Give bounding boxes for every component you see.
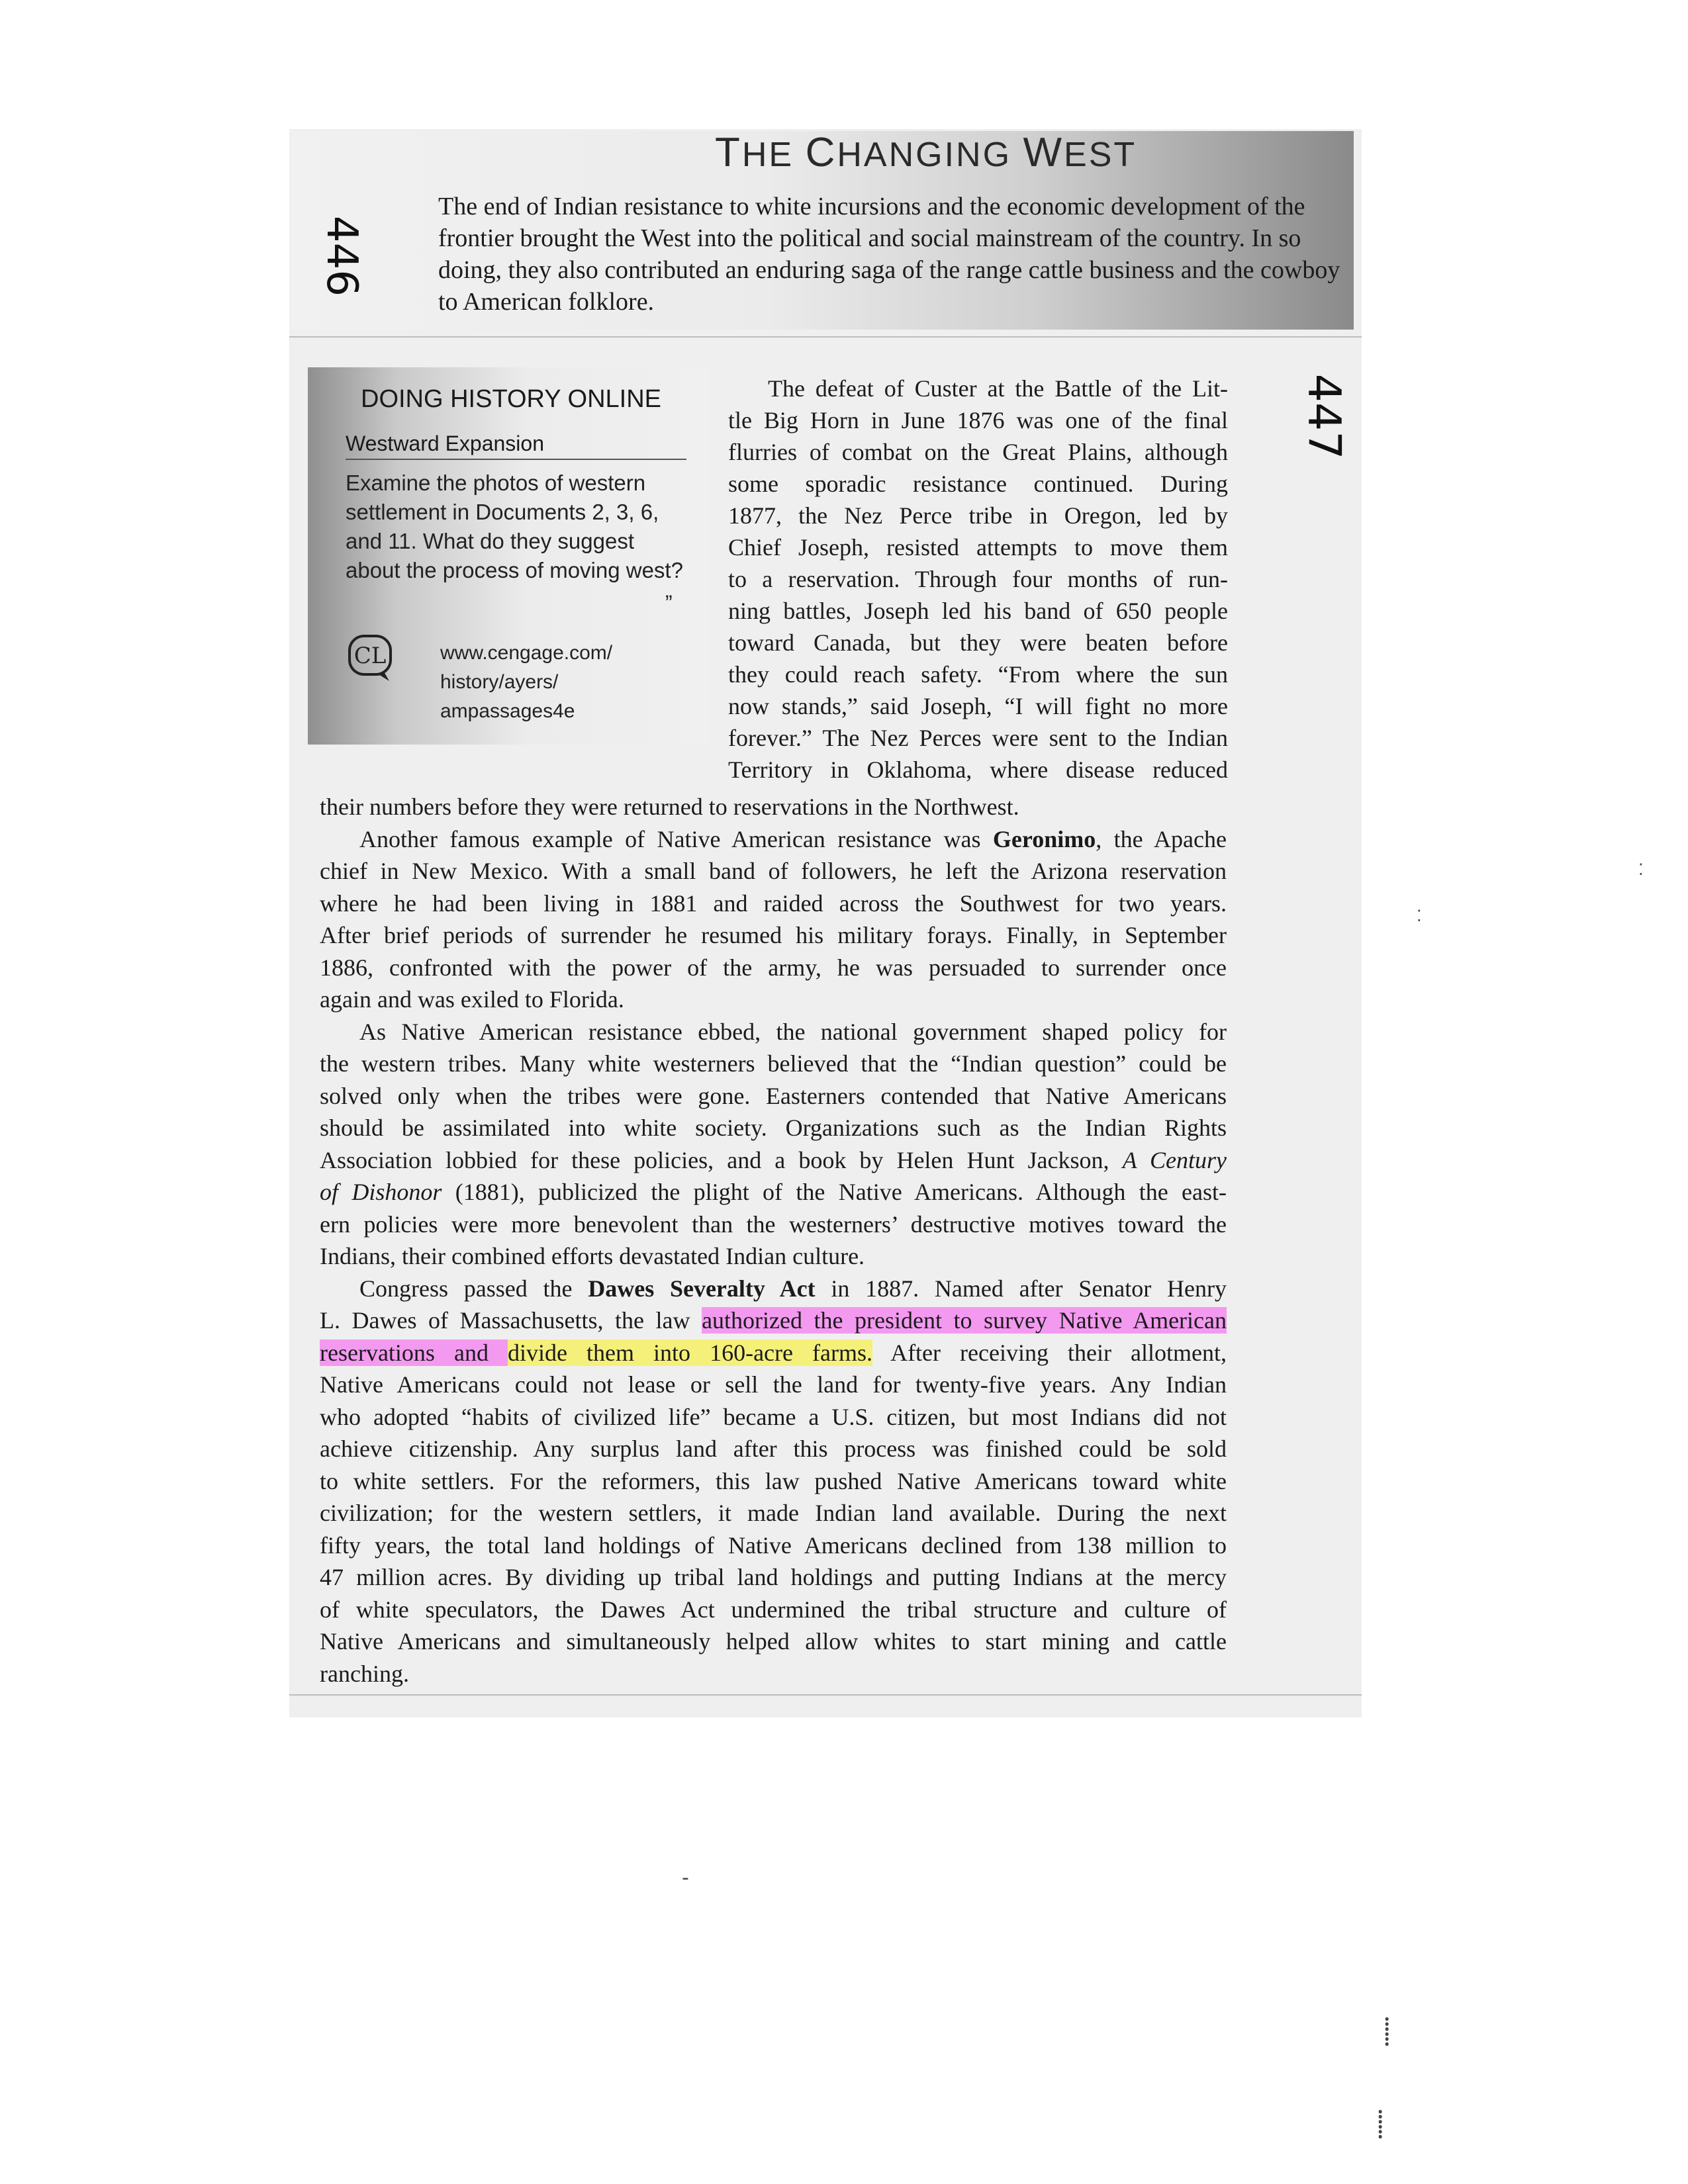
divider-rule xyxy=(289,336,1362,338)
sidebar-heading: DOING HISTORY ONLINE xyxy=(361,385,661,413)
text-line: some sporadic resistance continued. During xyxy=(728,471,1228,497)
chapter-section-title xyxy=(715,129,1137,176)
bold-term-dawes-act: Dawes Severalty Act xyxy=(588,1275,816,1302)
intro-paragraph: The end of Indian resistance to white incursions and the economic development of the frontier brought the West into the political and social mainstream of the country. In so doing, they also contributed an enduring saga of the range cattle business and the cowboy to American folklore. xyxy=(438,193,1340,316)
yellow-highlight: divide them into 160-acre xyxy=(508,1339,793,1366)
pink-highlight: reservations and xyxy=(320,1339,508,1366)
text-line: Territory in Oklahoma, where disease reduced xyxy=(728,756,1228,783)
text-line: After brief periods of surrender he resumed his military forays. Finally, in September xyxy=(320,922,1227,948)
text-run: Another famous example of Native American resistance was xyxy=(359,825,993,852)
text-line: 1886, confronted with the power of the army, he was persuaded to surrender once xyxy=(320,954,1227,981)
scan-speck: ⁚ xyxy=(1417,907,1422,925)
text-line xyxy=(320,1337,1227,1369)
text-line: Chief Joseph, resisted attempts to move them xyxy=(728,534,1228,561)
text-run: Association lobbied for these policies, and a book by Helen Hunt Jackson, xyxy=(320,1146,1123,1173)
handwritten-page-number-right: 447 xyxy=(1297,373,1350,460)
pink-highlight: authorized the president to survey Native American xyxy=(702,1307,1227,1334)
title-part-hanging: HANGING xyxy=(837,136,1023,174)
text-line: The defeat of Custer at the Battle of the Lit- xyxy=(768,375,1228,402)
text-line: the western tribes. Many white westerners believed that the “Indian question” could be xyxy=(320,1050,1227,1077)
text-run: in 1887. Named after Senator Henry xyxy=(815,1275,1227,1302)
scan-speck: ⁚ xyxy=(1638,860,1644,879)
text-line: forever.” The Nez Perces were sent to the Indian xyxy=(728,725,1228,751)
text-line: their numbers before they were returned to reservations in the Northwest. xyxy=(320,794,1019,820)
text-line: tle Big Horn in June 1876 was one of the final xyxy=(728,407,1228,433)
yellow-highlight: farms. xyxy=(793,1339,873,1366)
title-initial-w: W xyxy=(1023,130,1064,175)
text-line: toward Canada, but they were beaten before xyxy=(728,629,1228,656)
scan-speck: ‐ xyxy=(682,1866,689,1889)
text-line: Native Americans could not lease or sell the land for twenty-five years. Any Indian xyxy=(320,1371,1227,1398)
bottom-divider-rule xyxy=(289,1694,1362,1696)
text-line xyxy=(320,1144,1227,1177)
text-line: fifty years, the total land holdings of Native Americans declined from 138 million to xyxy=(320,1531,1227,1559)
text-line: civilization; for the western settlers, it made Indian land available. During the next xyxy=(320,1500,1227,1526)
title-part-he: HE xyxy=(741,136,806,174)
right-column-text xyxy=(728,373,1228,786)
text-line: of white speculators, the Dawes Act undermined the tribal structure and culture of xyxy=(320,1596,1227,1623)
text-line: Indians, their combined efforts devastated Indian culture. xyxy=(320,1243,865,1269)
sidebar-quote-mark: ” xyxy=(665,591,673,615)
text-line xyxy=(320,1273,1227,1305)
cengage-cl-icon xyxy=(346,632,397,684)
text-line xyxy=(320,1176,1227,1208)
scan-speck: ⸽ xyxy=(1383,2017,1391,2047)
text-run: (1881), publicized the plight of the Native Americans. Although the east- xyxy=(442,1179,1227,1205)
cl-logo-text: CL xyxy=(353,643,387,669)
text-line: chief in New Mexico. With a small band of followers, he left the Arizona reservation xyxy=(320,858,1227,884)
sidebar-subheading: Westward Expansion xyxy=(346,432,686,460)
sidebar-link[interactable] xyxy=(440,639,612,726)
link-line[interactable]: www.cengage.com/ xyxy=(440,642,613,664)
handwritten-page-number-left: 446 xyxy=(317,215,367,297)
text-line: to a reservation. Through four months of run- xyxy=(728,566,1228,592)
text-line: As Native American resistance ebbed, the national government shaped policy for xyxy=(359,1018,1227,1045)
body-text xyxy=(320,791,1227,1690)
text-line: ern policies were more benevolent than the westerners’ destructive motives toward the xyxy=(320,1210,1227,1238)
scan-speck: ⸽ xyxy=(1377,2109,1384,2140)
text-line xyxy=(320,1304,1227,1337)
text-run: , the Apache xyxy=(1096,825,1227,852)
sidebar-body: Examine the photos of western settlement in Documents 2, 3, 6, and 11. What do they suggest about the process of moving west? xyxy=(346,471,683,582)
text-line: to white settlers. For the reformers, this law pushed Native Americans toward white xyxy=(320,1467,1227,1494)
text-line: again and was exiled to Florida. xyxy=(320,986,624,1013)
text-line: 1877, the Nez Perce tribe in Oregon, led by xyxy=(728,502,1228,529)
title-initial-c: C xyxy=(805,130,837,175)
italic-title: of Dishonor xyxy=(320,1179,442,1205)
text-line: where he had been living in 1881 and raided across the Southwest for two years. xyxy=(320,889,1227,917)
text-run: Congress passed the xyxy=(359,1275,588,1302)
title-initial-t: T xyxy=(715,130,742,175)
text-line: now stands,” said Joseph, “I will fight no more xyxy=(728,693,1228,719)
bold-term-geronimo: Geronimo xyxy=(992,825,1096,852)
link-line[interactable]: ampassages4e xyxy=(440,700,575,722)
text-line: they could reach safety. “From where the sun xyxy=(728,661,1228,688)
text-line xyxy=(320,823,1227,856)
text-run: After receiving their allotment, xyxy=(872,1339,1227,1366)
text-line: should be assimilated into white society. Organizations such as the Indian Rights xyxy=(320,1115,1227,1141)
text-line: flurries of combat on the Great Plains, although xyxy=(728,439,1228,465)
text-line: solved only when the tribes were gone. Easterners contended that Native Americans xyxy=(320,1082,1227,1109)
text-run: L. Dawes of Massachusetts, the law xyxy=(320,1307,702,1334)
text-line: ning battles, Joseph led his band of 650 people xyxy=(728,598,1228,624)
italic-title: A Century xyxy=(1122,1146,1227,1173)
text-line: ranching. xyxy=(320,1660,409,1687)
text-line: Native Americans and simultaneously helped allow whites to start mining and cattle xyxy=(320,1628,1227,1655)
title-part-est: EST xyxy=(1064,136,1137,174)
text-line: who adopted “habits of civilized life” became a U.S. citizen, but most Indians did not xyxy=(320,1403,1227,1430)
link-line[interactable]: history/ayers/ xyxy=(440,671,559,693)
text-line: achieve citizenship. Any surplus land after this process was finished could be sold xyxy=(320,1435,1227,1462)
text-line: 47 million acres. By dividing up tribal land holdings and putting Indians at the mercy xyxy=(320,1564,1227,1590)
